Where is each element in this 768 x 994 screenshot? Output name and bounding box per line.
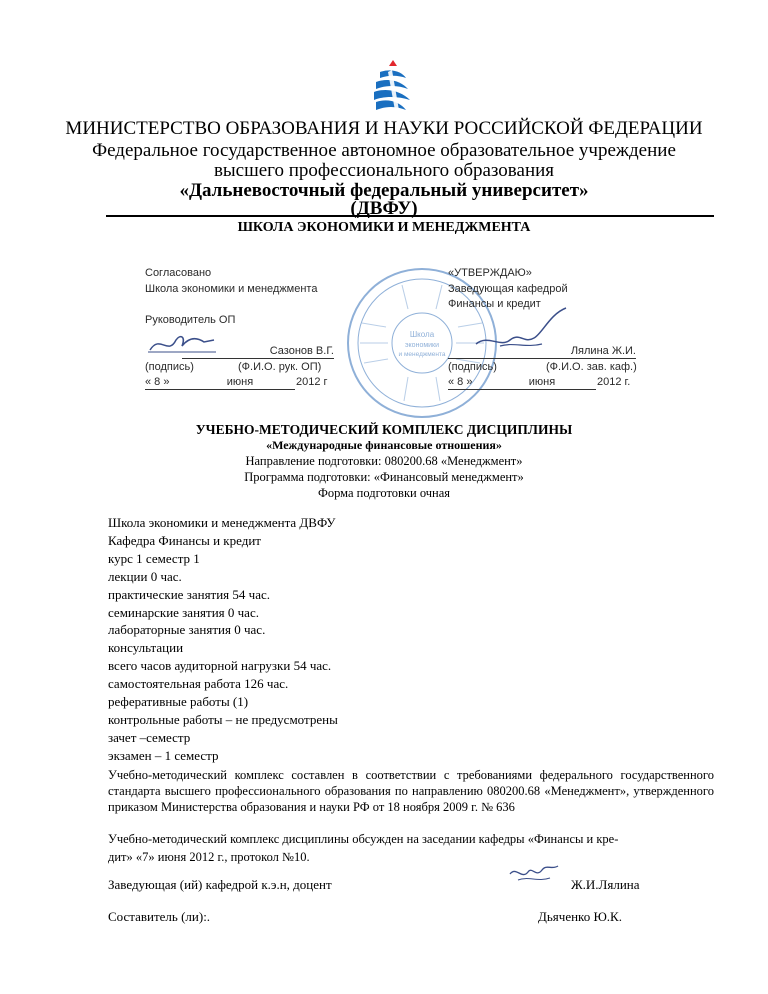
- department-head-name: Ж.И.Лялина: [571, 877, 640, 892]
- program-line: Программа подготовки: «Финансовый менеджмент»: [244, 470, 524, 484]
- approval-right-month: июня: [488, 375, 596, 390]
- author-label: Составитель (ли):.: [108, 909, 211, 924]
- info-line: лекции 0 час.: [108, 568, 182, 584]
- university-logo: [366, 58, 414, 118]
- approval-right-name: Лялина Ж.И.: [448, 344, 636, 359]
- department-head-label: Заведующая (ий) кафедрой к.э.н, доцент: [108, 877, 332, 892]
- approval-right-day: « 8 »: [448, 375, 488, 390]
- approval-left-sign-caption: (подпись): [145, 361, 194, 373]
- ministry-title: МИНИСТЕРСТВО ОБРАЗОВАНИЯ И НАУКИ РОССИЙСКОЙ ФЕДЕРАЦИИ: [65, 118, 703, 139]
- approval-left-school: Школа экономики и менеджмента: [145, 283, 318, 295]
- approval-right-name-caption: (Ф.И.О. зав. каф.): [546, 361, 637, 373]
- stamp-text-3: и менеджмента: [398, 351, 446, 358]
- info-line: экзамен – 1 семестр: [108, 747, 219, 763]
- approval-left-name: Сазонов В.Г.: [182, 344, 334, 359]
- info-line: практические занятия 54 час.: [108, 586, 270, 602]
- discipline-name: «Международные финансовые отношения»: [266, 438, 502, 452]
- school-name: ШКОЛА ЭКОНОМИКИ И МЕНЕДЖМЕНТА: [237, 220, 531, 235]
- stamp-text-1: Школа: [409, 330, 435, 339]
- info-line: Кафедра Финансы и кредит: [108, 532, 261, 548]
- discussion-line-1: Учебно-методический комплекс дисциплины обсужден на заседании кафедры «Финансы и кре-: [108, 832, 619, 846]
- approval-left-year: 2012 г: [296, 376, 328, 388]
- approval-right-approve: «УТВЕРЖДАЮ»: [448, 267, 532, 279]
- course-title: УЧЕБНО-МЕТОДИЧЕСКИЙ КОМПЛЕКС ДИСЦИПЛИНЫ: [195, 422, 573, 437]
- approval-left-role: Руководитель ОП: [145, 314, 236, 326]
- info-line: лабораторные занятия 0 час.: [108, 622, 266, 638]
- author-name: Дьяченко Ю.К.: [538, 909, 622, 924]
- course-info-list: [108, 514, 338, 765]
- direction-line: Направление подготовки: 080200.68 «Менеджмент»: [245, 454, 523, 468]
- stamp-text-2: экономики: [404, 342, 440, 349]
- approval-right-role: Заведующая кафедрой: [448, 283, 568, 295]
- logo-red-tip: [389, 60, 397, 66]
- discussion-line-2: дит» «7» июня 2012 г., протокол №10.: [108, 850, 310, 864]
- higher-education-line: высшего профессионального образования: [213, 160, 555, 181]
- info-line: контрольные работы – не предусмотрены: [108, 711, 338, 727]
- approval-right-sign-caption: (подпись): [448, 361, 497, 373]
- info-line: всего часов аудиторной нагрузки 54 час.: [108, 658, 332, 674]
- info-line: самостоятельная работа 126 час.: [108, 676, 289, 692]
- info-line: курс 1 семестр 1: [108, 550, 200, 566]
- info-line: зачет –семестр: [108, 729, 191, 745]
- logo-wave-4: [376, 100, 406, 110]
- header-divider: [106, 215, 714, 217]
- university-name: «Дальневосточный федеральный университет»: [179, 180, 589, 201]
- approval-right-dept: Финансы и кредит: [448, 298, 541, 310]
- approval-left-name-caption: (Ф.И.О. рук. ОП): [238, 361, 322, 373]
- signature-footer: [506, 860, 562, 888]
- university-abbreviation: (ДВФУ): [350, 198, 418, 219]
- study-form-line: Форма подготовки очная: [317, 486, 451, 500]
- standard-compliance-paragraph: Учебно-методический комплекс составлен в соответствии с требованиями федерального государственного стандарта высшего профессионального образования по направлению 080200.68 «Менеджмент», утвержденного приказом Министерства образования и науки РФ от 18 ноября 2009 г. № 636: [108, 768, 714, 814]
- info-line: реферативные работы (1): [108, 694, 249, 710]
- federal-institution-line: Федеральное государственное автономное образовательное учреждение: [92, 140, 676, 161]
- approval-left-month: июня: [185, 375, 295, 390]
- info-line: Школа экономики и менеджмента ДВФУ: [108, 515, 336, 530]
- approval-right-year: 2012 г.: [597, 376, 631, 388]
- approval-left-day: « 8 »: [145, 375, 185, 390]
- approval-left-agreed: Согласовано: [145, 267, 212, 279]
- info-line: консультации: [108, 640, 184, 656]
- info-line: семинарские занятия 0 час.: [108, 604, 259, 620]
